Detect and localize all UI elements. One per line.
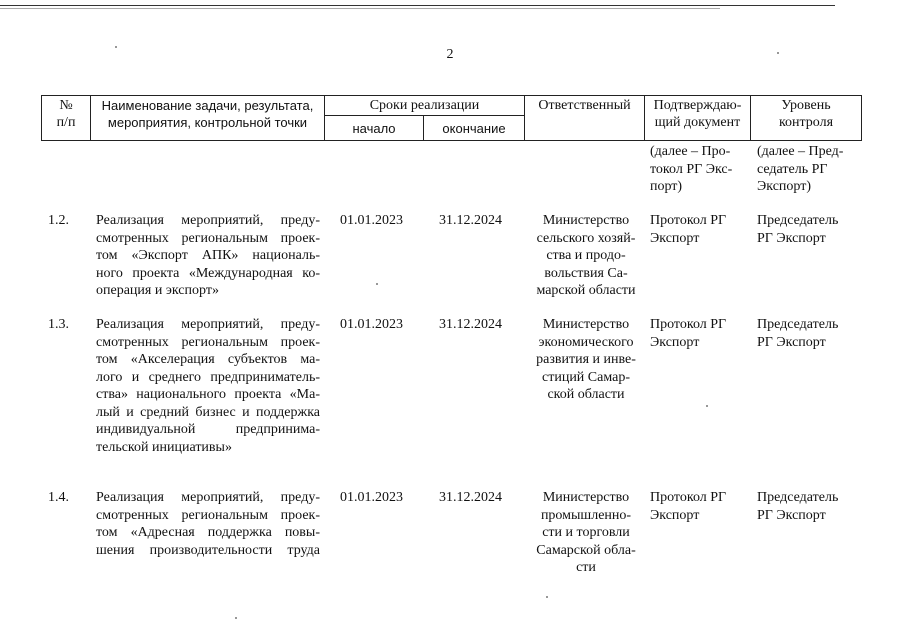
header-bottom-rule: [41, 140, 862, 141]
scan-top-border: [0, 5, 835, 6]
header-col-document: Подтверждаю- щий документ: [653, 98, 742, 130]
row-control-level: Председатель РГ Экспорт: [757, 317, 839, 350]
row-control-level: Председатель РГ Экспорт: [757, 213, 839, 246]
header-col-terms: Сроки реализации: [369, 98, 480, 113]
row-number: 1.2.: [48, 213, 69, 228]
row-name: Реализация мероприятий, преду- смотренных региональным проек- том «Акселерация субъектов ма- лого и среднего предприниматель- ства» национального проекта «Ма- лый и средний бизнес и поддержка индивидуальной предпринима- тельской инициативы»: [96, 317, 320, 455]
row-document: Протокол РГ Экспорт: [650, 317, 727, 350]
header-col-start: начало: [352, 121, 396, 136]
scan-speck: [546, 596, 548, 598]
row-start-date: 01.01.2023: [340, 490, 403, 505]
header-col-end: окончание: [442, 121, 506, 136]
continuation-document: (далее – Про- токол РГ Экс- порт): [650, 144, 733, 194]
header-col-name: Наименование задачи, результата, мероприятия, контрольной точки: [101, 98, 314, 130]
page-number: 2: [446, 47, 454, 62]
scan-top-border-faint: [0, 8, 720, 9]
scan-speck: [115, 46, 117, 48]
scan-speck: [235, 617, 237, 619]
row-responsible: Министерство экономического развития и инве- стиций Самар- ской области: [536, 317, 636, 402]
row-responsible: Министерство промышленно- сти и торговли Самарской обла- сти: [536, 490, 636, 575]
row-end-date: 31.12.2024: [439, 213, 502, 228]
row-number: 1.3.: [48, 317, 69, 332]
scan-speck: [777, 52, 779, 54]
row-start-date: 01.01.2023: [340, 317, 403, 332]
row-control-level: Председатель РГ Экспорт: [757, 490, 839, 523]
row-end-date: 31.12.2024: [439, 490, 502, 505]
scan-speck: [376, 283, 378, 285]
header-vline: [861, 95, 862, 141]
row-end-date: 31.12.2024: [439, 317, 502, 332]
row-document: Протокол РГ Экспорт: [650, 213, 727, 246]
header-col-number: № п/п: [56, 98, 76, 130]
scan-speck: [706, 405, 708, 407]
row-start-date: 01.01.2023: [340, 213, 403, 228]
header-col-responsible: Ответственный: [538, 98, 631, 113]
row-name: Реализация мероприятий, преду- смотренных региональным проек- том «Адресная поддержка повы- шения производительности труда: [96, 490, 320, 558]
row-responsible: Министерство сельского хозяй- ства и продо- вольствия Са- марской области: [536, 213, 636, 298]
header-col-control-level: Уровень контроля: [778, 98, 834, 130]
header-top-rule: [41, 95, 862, 96]
row-document: Протокол РГ Экспорт: [650, 490, 727, 523]
row-name: Реализация мероприятий, преду- смотренных региональным проек- том «Экспорт АПК» националь- ного проекта «Международная ко- операция и экспорт»: [96, 213, 320, 298]
continuation-control-level: (далее – Пред- седатель РГ Экспорт): [757, 144, 844, 194]
table-header: [41, 95, 862, 141]
header-terms-rule: [324, 115, 524, 116]
row-number: 1.4.: [48, 490, 69, 505]
